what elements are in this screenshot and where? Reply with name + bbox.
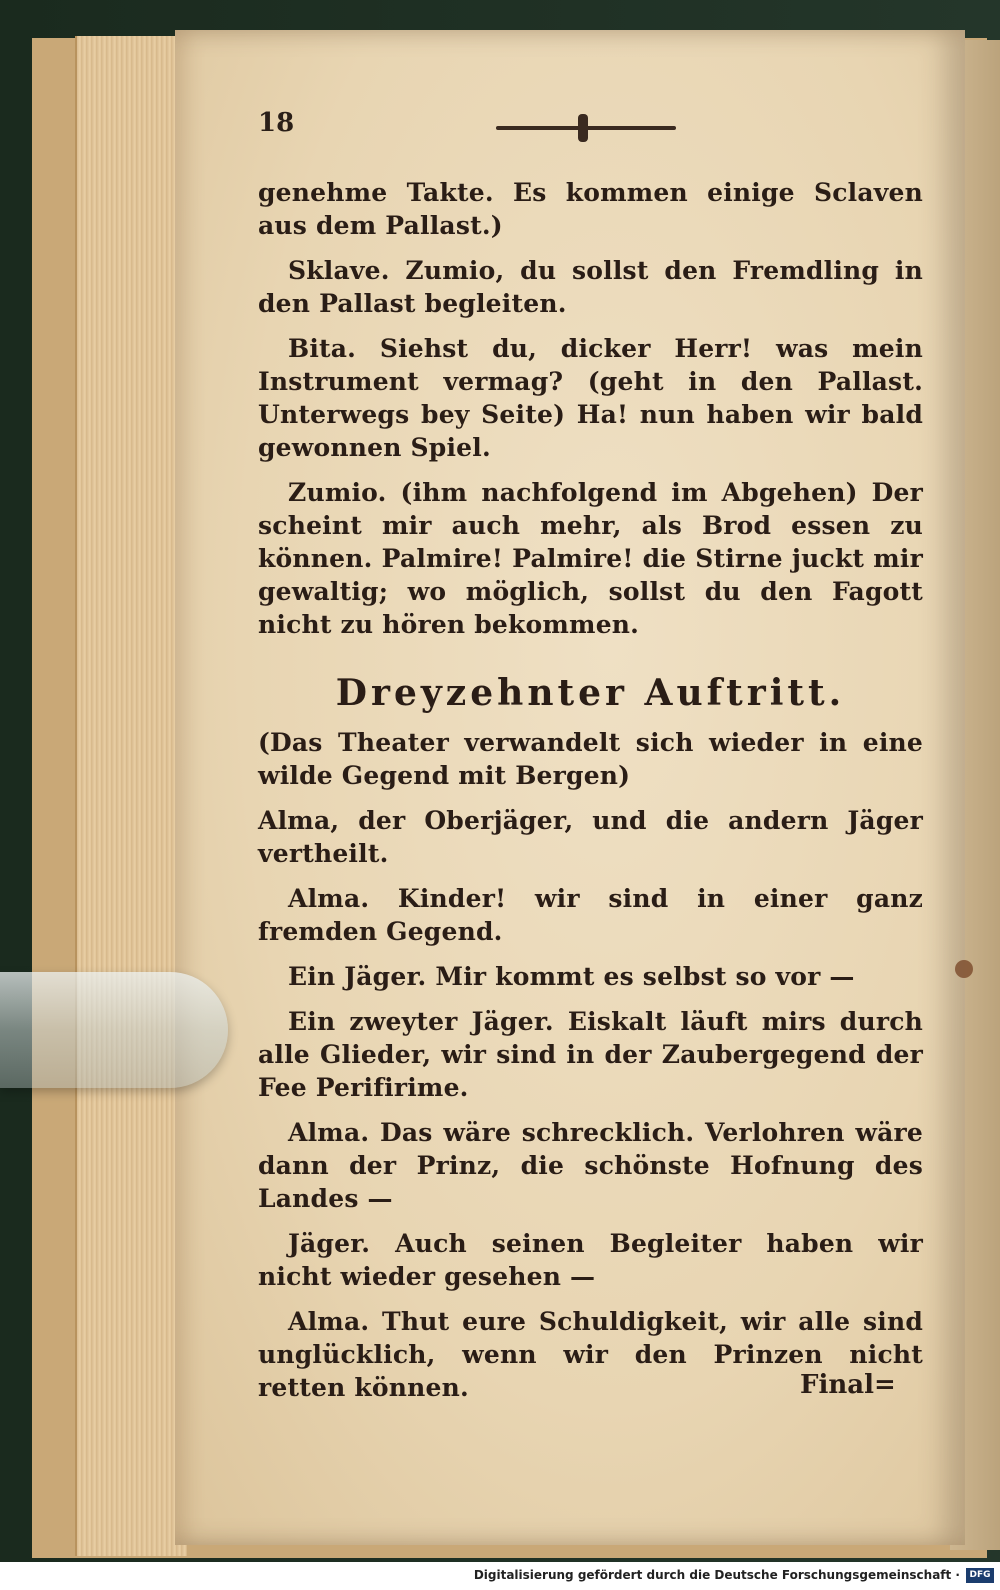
page-text: [258, 176, 923, 1416]
footer-bar: [0, 1562, 1000, 1590]
dfg-logo: DFG: [966, 1568, 994, 1583]
dialogue-line-2: Ein Jäger. Mir kommt es selbst so vor —: [288, 962, 855, 991]
catchword: Final=: [800, 1370, 896, 1400]
paragraph-2: Sklave. Zumio, du sollst den Fremdling in den Pallast begleiten.: [258, 256, 923, 318]
paragraph-3: Bita. Siehst du, dicker Herr! was mein Instrument vermag? (geht in den Pallast. Unterwegs bey Seite) Ha! nun haben wir bald gewonnen Spiel.: [258, 334, 923, 462]
paragraph-1: genehme Takte. Es kommen einige Sclaven aus dem Pallast.): [258, 178, 923, 240]
header-ornament-knot: [578, 114, 588, 142]
page-stain: [955, 960, 973, 978]
page-number: 18: [258, 108, 295, 138]
dialogue-line-1: Alma. Kinder! wir sind in einer ganz fremden Gegend.: [258, 884, 923, 946]
stage-direction: (Das Theater verwandelt sich wieder in eine wilde Gegend mit Bergen): [258, 728, 923, 790]
dialogue-line-5: Jäger. Auch seinen Begleiter haben wir nicht wieder gesehen —: [258, 1229, 923, 1291]
paragraph-4: Zumio. (ihm nachfolgend im Abgehen) Der scheint mir auch mehr, als Brod essen zu können. Palmire! Palmire! die Stirne juckt mir gewaltig; wo möglich, sollst du den Fagott nicht zu hören bekommen.: [258, 478, 923, 639]
dialogue-line-4: Alma. Das wäre schrecklich. Verlohren wäre dann der Prinz, die schönste Hofnung des Landes —: [258, 1118, 923, 1213]
scene-title: Dreyzehnter Auftritt.: [335, 672, 846, 714]
page-header: [258, 108, 918, 148]
dialogue-line-3: Ein zweyter Jäger. Eiskalt läuft mirs durch alle Glieder, wir sind in der Zaubergegend der Fee Perifirime.: [258, 1007, 923, 1102]
dialogue-line-6: Alma. Thut eure Schuldigkeit, wir alle sind unglücklich, wenn wir den Prinzen nicht retten können.: [258, 1307, 923, 1402]
page-clip-marker: [0, 972, 228, 1088]
footer-credit: Digitalisierung gefördert durch die Deutsche Forschungsgemeinschaft ·: [473, 1568, 960, 1582]
page-edges: [75, 36, 187, 1556]
character-list: Alma, der Oberjäger, und die andern Jäger vertheilt.: [258, 806, 923, 868]
